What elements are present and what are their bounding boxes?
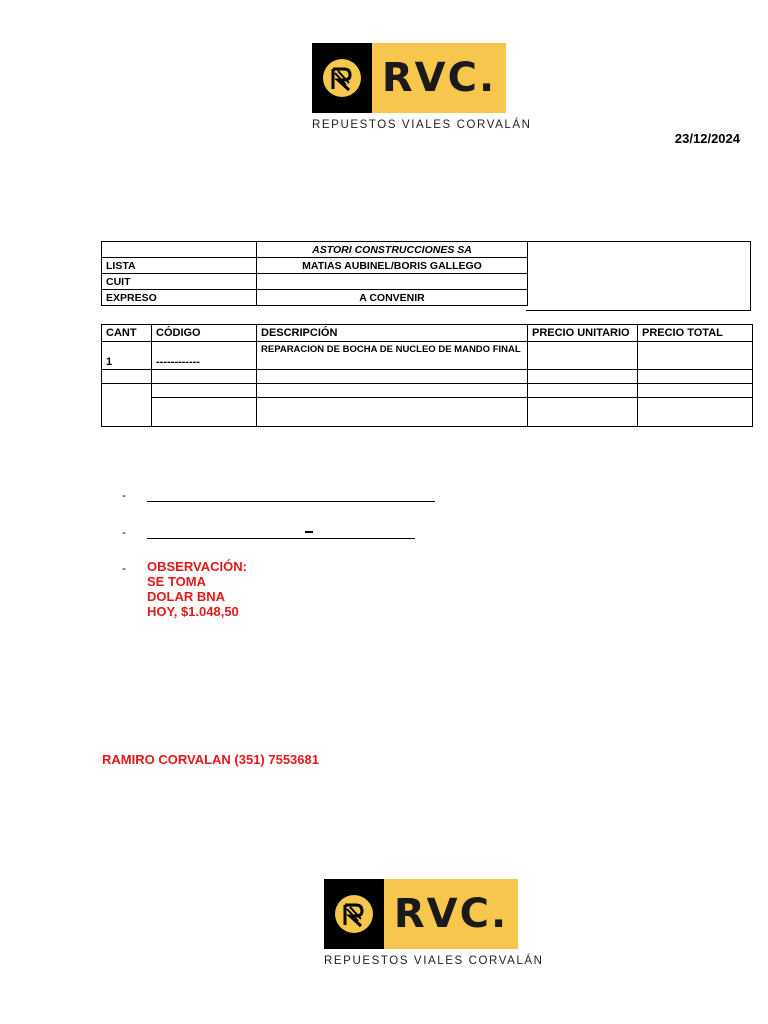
empty-cell bbox=[528, 384, 638, 398]
logo-brand bbox=[384, 879, 518, 949]
header-precio-unitario: PRECIO UNITARIO bbox=[528, 325, 638, 342]
empty-cell bbox=[152, 370, 257, 384]
client-row-value: MATIAS AUBINEL/BORIS GALLEGO bbox=[257, 258, 528, 274]
logo-tagline: REPUESTOS VIALES CORVALÁN bbox=[324, 955, 544, 967]
empty-cell bbox=[257, 398, 528, 427]
blank-underline bbox=[147, 501, 435, 502]
empty-cell bbox=[102, 370, 152, 384]
empty-cell bbox=[152, 398, 257, 427]
empty-cell bbox=[257, 384, 528, 398]
client-company: ASTORI CONSTRUCCIONES SA bbox=[257, 242, 528, 258]
table-row bbox=[102, 342, 753, 370]
client-table-company-row bbox=[102, 242, 528, 258]
client-row-label: LISTA bbox=[102, 258, 257, 274]
observation-note: OBSERVACIÓN: SE TOMA DOLAR BNA HOY, $1.048,50 bbox=[147, 559, 247, 619]
item-precio-total bbox=[638, 342, 753, 370]
logo-mark-icon bbox=[324, 879, 384, 949]
logo-tagline: REPUESTOS VIALES CORVALÁN bbox=[312, 119, 532, 131]
mini-underscore bbox=[305, 531, 313, 533]
empty-cell bbox=[638, 398, 753, 427]
header-descripcion: DESCRIPCIÓN bbox=[257, 325, 528, 342]
logo-brand-text: RVC. bbox=[381, 55, 497, 101]
client-table bbox=[101, 241, 528, 306]
company-logo-footer bbox=[324, 879, 544, 967]
client-table-row bbox=[102, 290, 528, 306]
header-precio-total: PRECIO TOTAL bbox=[638, 325, 753, 342]
logo-brand-text: RVC. bbox=[393, 891, 509, 937]
client-table-right-box bbox=[526, 241, 751, 311]
empty-cell bbox=[528, 398, 638, 427]
items-table-header bbox=[102, 325, 753, 342]
client-table-blank-cell bbox=[102, 242, 257, 258]
bullet-dash: - bbox=[122, 525, 126, 539]
contact-info: RAMIRO CORVALAN (351) 7553681 bbox=[102, 752, 319, 767]
client-row-value: A CONVENIR bbox=[257, 290, 528, 306]
table-row bbox=[102, 384, 753, 398]
header-codigo: CÓDIGO bbox=[152, 325, 257, 342]
logo-mark-icon bbox=[312, 43, 372, 113]
client-row-value bbox=[257, 274, 528, 290]
empty-cell bbox=[528, 370, 638, 384]
client-table-row bbox=[102, 258, 528, 274]
item-codigo: ------------ bbox=[152, 342, 257, 370]
empty-cell bbox=[102, 384, 152, 427]
empty-cell bbox=[152, 384, 257, 398]
item-descripcion: REPARACION DE BOCHA DE NUCLEO DE MANDO FINAL bbox=[257, 342, 528, 370]
client-row-label: EXPRESO bbox=[102, 290, 257, 306]
client-table-row bbox=[102, 274, 528, 290]
empty-cell bbox=[257, 370, 528, 384]
item-precio-unitario bbox=[528, 342, 638, 370]
table-row bbox=[102, 370, 753, 384]
item-cant: 1 bbox=[102, 342, 152, 370]
empty-cell bbox=[638, 384, 753, 398]
client-row-label: CUIT bbox=[102, 274, 257, 290]
table-row bbox=[102, 398, 753, 427]
logo-brand bbox=[372, 43, 506, 113]
company-logo bbox=[312, 43, 532, 131]
items-table bbox=[101, 324, 753, 427]
document-date: 23/12/2024 bbox=[674, 131, 740, 146]
blank-underline bbox=[147, 538, 415, 539]
empty-cell bbox=[638, 370, 753, 384]
header-cant: CANT bbox=[102, 325, 152, 342]
bullet-dash: - bbox=[122, 561, 126, 575]
bullet-dash: - bbox=[122, 488, 126, 502]
